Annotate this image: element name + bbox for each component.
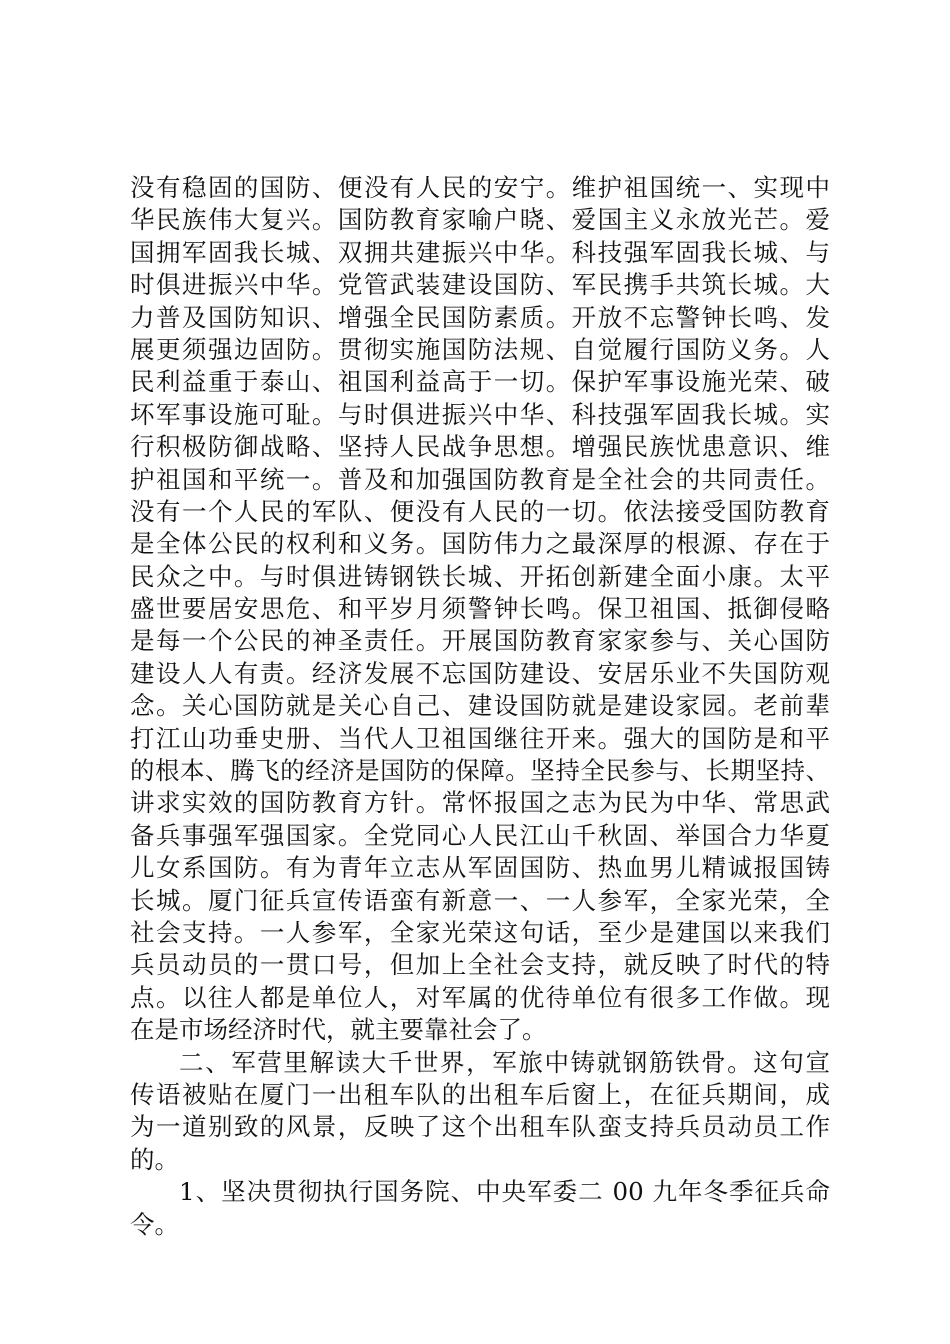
text-line: 儿女系国防。有为青年立志从军固国防、热血男儿精诚报国铸: [130, 853, 830, 883]
text-line: 二、军营里解读大千世界，军旅中铸就钢筋铁骨。这句宣: [179, 1047, 830, 1077]
text-line: 传语被贴在厦门一出租车队的出租车后窗上，在征兵期间，成: [130, 1079, 830, 1109]
text-line: 民利益重于泰山、祖国利益高于一切。保护军事设施光荣、破: [130, 367, 830, 397]
text-line: 点。以往人都是单位人，对军属的优待单位有很多工作做。现: [130, 982, 830, 1012]
text-line: 是每一个公民的神圣责任。开展国防教育家家参与、关心国防: [130, 626, 830, 656]
text-line: 没有一个人民的军队、便没有人民的一切。依法接受国防教育: [130, 496, 830, 526]
text-line: 建设人人有责。经济发展不忘国防建设、安居乐业不失国防观: [130, 658, 830, 688]
text-line: 备兵事强军强国家。全党同心人民江山千秋固、举国合力华夏: [130, 820, 830, 850]
paragraph-item-one: [130, 1176, 830, 1241]
text-line: 长城。厦门征兵宣传语蛮有新意一、一人参军，全家光荣，全: [130, 885, 830, 915]
text-line: 讲求实效的国防教育方针。常怀报国之志为民为中华、常思武: [130, 788, 830, 818]
text-line: 打江山功垂史册、当代人卫祖国继往开来。强大的国防是和平: [130, 723, 830, 753]
text-line: 护祖国和平统一。普及和加强国防教育是全社会的共同责任。: [130, 464, 830, 494]
text-line: 念。关心国防就是关心自己、建设国防就是建设家园。老前辈: [130, 691, 830, 721]
text-line: 民众之中。与时俱进铸钢铁长城、开拓创新建全面小康。太平: [130, 561, 830, 591]
text-line: 1、坚决贯彻执行国务院、中央军委二 00 九年冬季征兵命: [179, 1177, 830, 1207]
text-line: 为一道别致的风景，反映了这个出租车队蛮支持兵员动员工作: [130, 1112, 830, 1142]
text-line: 展更须强边固防。贯彻实施国防法规、自觉履行国防义务。人: [130, 334, 830, 364]
text-line: 时俱进振兴中华。党管武装建设国防、军民携手共筑长城。大: [130, 270, 830, 300]
text-line: 社会支持。一人参军，全家光荣这句话，至少是建国以来我们: [130, 917, 830, 947]
paragraph-slogans: [130, 172, 830, 1047]
paragraph-section-two: [130, 1047, 830, 1177]
text-line: 力普及国防知识、增强全民国防素质。开放不忘警钟长鸣、发: [130, 302, 830, 332]
text-line: 是全体公民的权利和义务。国防伟力之最深厚的根源、存在于: [130, 529, 830, 559]
text-line: 国拥军固我长城、双拥共建振兴中华。科技强军固我长城、与: [130, 237, 830, 267]
text-line: 兵员动员的一贯口号，但加上全社会支持，就反映了时代的特: [130, 950, 830, 980]
text-line: 没有稳固的国防、便没有人民的安宁。维护祖国统一、实现中: [130, 173, 830, 202]
text-line: 华民族伟大复兴。国防教育家喻户晓、爱国主义永放光芒。爱: [130, 205, 830, 235]
text-line: 行积极防御战略、坚持人民战争思想。增强民族忧患意识、维: [130, 432, 830, 462]
text-line: 在是市场经济时代，就主要靠社会了。: [130, 1015, 547, 1045]
text-line: 令。: [130, 1209, 179, 1239]
text-line: 坏军事设施可耻。与时俱进振兴中华、科技强军固我长城。实: [130, 399, 830, 429]
text-line: 盛世要居安思危、和平岁月须警钟长鸣。保卫祖国、抵御侵略: [130, 594, 830, 624]
text-line: 的根本、腾飞的经济是国防的保障。坚持全民参与、长期坚持、: [130, 756, 830, 786]
text-line: 的。: [130, 1144, 179, 1174]
document-body: [130, 172, 830, 1241]
